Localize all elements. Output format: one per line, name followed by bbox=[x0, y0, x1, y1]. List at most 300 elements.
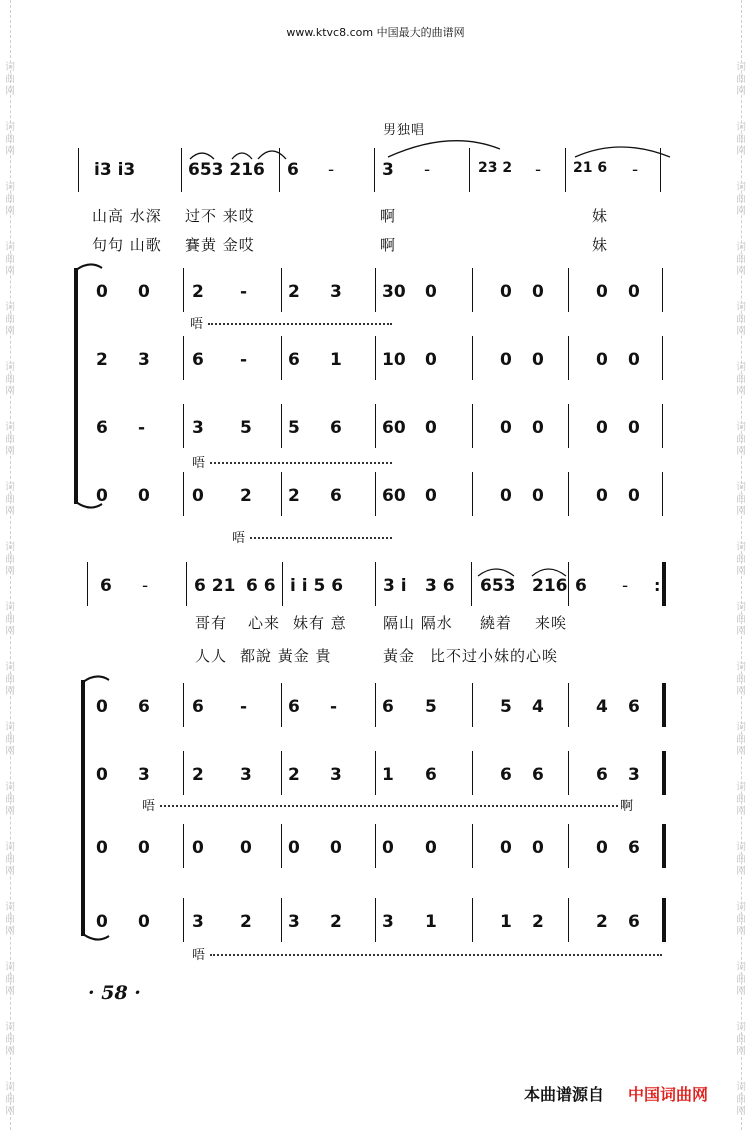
header-tagline: 中国最大的曲谱网 bbox=[376, 26, 465, 39]
choir-note: 0 bbox=[382, 838, 394, 858]
melody-slurs bbox=[180, 135, 680, 165]
choir-note: 0 bbox=[138, 282, 150, 302]
watermark-char: 网 bbox=[736, 506, 746, 517]
choir-note: 6 bbox=[138, 697, 150, 717]
watermark-char: 词 bbox=[5, 662, 15, 673]
melody-note: 6 bbox=[575, 576, 587, 596]
choir-note: 6 bbox=[192, 350, 204, 370]
choir-note: 6 bbox=[596, 765, 608, 785]
watermark-char: 曲 bbox=[5, 794, 15, 805]
choir-note: 0 bbox=[532, 838, 544, 858]
barline bbox=[375, 562, 376, 606]
choir-note: 0 bbox=[96, 486, 108, 506]
watermark-char: 词 bbox=[5, 122, 15, 133]
choir-note: 3 bbox=[240, 765, 252, 785]
melody-note: 23 2 bbox=[478, 160, 513, 176]
watermark-char: 词 bbox=[5, 302, 15, 313]
choir-syllable: 唔 bbox=[190, 317, 204, 332]
watermark-char: 曲 bbox=[736, 554, 746, 565]
choir-note: 6 bbox=[288, 697, 300, 717]
choir-note: 0 bbox=[628, 282, 640, 302]
choir-note: 3 bbox=[192, 418, 204, 438]
choir-syllable: 唔 bbox=[232, 531, 246, 546]
watermark-char: 曲 bbox=[736, 194, 746, 205]
watermark-char: 词 bbox=[736, 542, 746, 553]
watermark-char: 词 bbox=[736, 62, 746, 73]
melody-note: 6 bbox=[100, 576, 112, 596]
barline bbox=[281, 898, 282, 942]
watermark-char: 网 bbox=[736, 566, 746, 577]
watermark-char: 曲 bbox=[5, 374, 15, 385]
watermark-char: 词 bbox=[5, 722, 15, 733]
melody-note: 216 bbox=[532, 576, 568, 596]
extension-dots bbox=[210, 462, 392, 464]
watermark-char: 网 bbox=[5, 206, 15, 217]
watermark-char: 词 bbox=[736, 1082, 746, 1093]
choir-note: 5 bbox=[288, 418, 300, 438]
melody-dash: - bbox=[535, 160, 542, 180]
watermark-char: 曲 bbox=[736, 434, 746, 445]
barline bbox=[662, 898, 666, 942]
melody-note: i3 i3 bbox=[94, 160, 136, 180]
barline bbox=[568, 824, 569, 868]
barline bbox=[183, 472, 184, 516]
watermark-char: 网 bbox=[736, 806, 746, 817]
watermark-char: 网 bbox=[736, 386, 746, 397]
watermark-char: 曲 bbox=[736, 614, 746, 625]
lyric: 啊 bbox=[380, 236, 397, 254]
watermark-char: 词 bbox=[5, 242, 15, 253]
lyric: 比不过小妹的心唉 bbox=[430, 647, 559, 665]
choir-note: 0 bbox=[96, 912, 108, 932]
choir-note: 2 bbox=[288, 282, 300, 302]
choir-note: 2 bbox=[192, 765, 204, 785]
watermark-char: 网 bbox=[736, 866, 746, 877]
watermark-char: 曲 bbox=[736, 794, 746, 805]
watermark-char: 网 bbox=[736, 746, 746, 757]
choir-note: 3 bbox=[330, 282, 342, 302]
watermark-char: 网 bbox=[5, 626, 15, 637]
melody-note: 6 21 bbox=[194, 576, 236, 596]
melody-note: i i 5 6 bbox=[290, 576, 344, 596]
melody-slurs bbox=[470, 556, 580, 580]
watermark-char: 词 bbox=[5, 62, 15, 73]
barline bbox=[375, 683, 376, 727]
choir-note: 2 bbox=[596, 912, 608, 932]
choir-note: 30 bbox=[382, 282, 406, 302]
choir-note: 5 bbox=[240, 418, 252, 438]
watermark-char: 曲 bbox=[5, 194, 15, 205]
choir-note: 1 bbox=[500, 912, 512, 932]
melody-dash: - bbox=[424, 160, 431, 180]
watermark-char: 网 bbox=[736, 1106, 746, 1117]
choir-note: 6 bbox=[628, 838, 640, 858]
watermark-char: 网 bbox=[736, 206, 746, 217]
barline bbox=[183, 336, 184, 380]
choir-note: 3 bbox=[288, 912, 300, 932]
extension-dots bbox=[208, 323, 392, 325]
slur bbox=[190, 153, 214, 159]
watermark-char: 网 bbox=[5, 386, 15, 397]
melody-note: 653 216 bbox=[188, 160, 265, 180]
watermark-char: 词 bbox=[5, 182, 15, 193]
barline bbox=[281, 404, 282, 448]
melody-dash: - bbox=[142, 576, 149, 596]
choir-note: 6 bbox=[628, 697, 640, 717]
barline bbox=[568, 472, 569, 516]
watermark-char: 曲 bbox=[736, 674, 746, 685]
header-site: www.ktvc8.com bbox=[286, 26, 374, 39]
watermark-char: 网 bbox=[736, 1046, 746, 1057]
choir-note: 60 bbox=[382, 418, 406, 438]
choir-note: 0 bbox=[425, 350, 437, 370]
watermark-char: 网 bbox=[5, 326, 15, 337]
watermark-char: 曲 bbox=[736, 1094, 746, 1105]
barline bbox=[282, 562, 283, 606]
choir-note: 5 bbox=[425, 697, 437, 717]
choir-syllable: 唔 bbox=[192, 456, 206, 471]
watermark-char: 曲 bbox=[5, 434, 15, 445]
watermark-char: 词 bbox=[736, 602, 746, 613]
barline bbox=[662, 751, 666, 795]
barline bbox=[281, 751, 282, 795]
watermark-char: 曲 bbox=[5, 854, 15, 865]
choir-note: - bbox=[138, 418, 146, 438]
choir-note: 0 bbox=[425, 486, 437, 506]
choir-note: 0 bbox=[532, 350, 544, 370]
barline bbox=[472, 898, 473, 942]
watermark-char: 曲 bbox=[736, 134, 746, 145]
barline bbox=[78, 148, 79, 192]
watermark-char: 网 bbox=[5, 866, 15, 877]
melody-note: 3 i bbox=[383, 576, 407, 596]
melody-dash: - bbox=[632, 160, 639, 180]
melody-note: 6 6 bbox=[246, 576, 276, 596]
choir-note: 4 bbox=[532, 697, 544, 717]
watermark-char: 网 bbox=[736, 926, 746, 937]
barline bbox=[87, 562, 88, 606]
choir-note: 0 bbox=[138, 486, 150, 506]
choir-note: 2 bbox=[288, 765, 300, 785]
extension-dots bbox=[210, 954, 662, 956]
choir-note: 0 bbox=[425, 418, 437, 438]
footer-site-link[interactable]: 中国词曲网 bbox=[628, 1085, 709, 1104]
choir-note: 60 bbox=[382, 486, 406, 506]
left-margin-line bbox=[10, 0, 11, 1130]
barline bbox=[662, 472, 663, 516]
watermark-char: 曲 bbox=[736, 854, 746, 865]
choir-note: 6 bbox=[288, 350, 300, 370]
barline bbox=[662, 268, 663, 312]
barline bbox=[662, 404, 663, 448]
watermark-char: 词 bbox=[5, 482, 15, 493]
watermark-char: 曲 bbox=[736, 374, 746, 385]
watermark-char: 词 bbox=[5, 782, 15, 793]
watermark-char: 网 bbox=[5, 986, 15, 997]
choir-note: 6 bbox=[330, 486, 342, 506]
lyric: 黃金 bbox=[383, 647, 416, 665]
choir-note: 5 bbox=[500, 697, 512, 717]
melody-dash: - bbox=[328, 160, 335, 180]
melody-note: 21 6 bbox=[573, 160, 608, 176]
choir-note: 6 bbox=[500, 765, 512, 785]
watermark-char: 网 bbox=[736, 266, 746, 277]
watermark-char: 网 bbox=[5, 1106, 15, 1117]
watermark-char: 词 bbox=[736, 422, 746, 433]
choir-note: - bbox=[240, 350, 248, 370]
watermark-char: 网 bbox=[5, 686, 15, 697]
barline bbox=[183, 824, 184, 868]
barline bbox=[472, 404, 473, 448]
choir-note: 0 bbox=[596, 418, 608, 438]
watermark-char: 词 bbox=[5, 1022, 15, 1033]
choir-note: 0 bbox=[96, 765, 108, 785]
watermark-char: 曲 bbox=[5, 134, 15, 145]
barline bbox=[568, 898, 569, 942]
lyric: 哥有 bbox=[195, 614, 228, 632]
barline bbox=[183, 404, 184, 448]
watermark-char: 网 bbox=[5, 266, 15, 277]
watermark-char: 曲 bbox=[5, 314, 15, 325]
barline bbox=[375, 898, 376, 942]
watermark-char: 网 bbox=[5, 86, 15, 97]
watermark-char: 曲 bbox=[736, 254, 746, 265]
choir-note: 3 bbox=[330, 765, 342, 785]
extension-dots bbox=[250, 537, 392, 539]
barline bbox=[472, 751, 473, 795]
choir-note: - bbox=[330, 697, 338, 717]
choir-note: 0 bbox=[596, 350, 608, 370]
watermark-char: 词 bbox=[736, 722, 746, 733]
barline bbox=[281, 683, 282, 727]
choir-note: 0 bbox=[500, 486, 512, 506]
choir-note: - bbox=[240, 697, 248, 717]
watermark-char: 词 bbox=[736, 662, 746, 673]
watermark-char: 网 bbox=[5, 806, 15, 817]
choir-note: 0 bbox=[628, 418, 640, 438]
watermark-char: 曲 bbox=[5, 1034, 15, 1045]
lyric: 都說 黃金 貴 bbox=[240, 647, 332, 665]
watermark-char: 曲 bbox=[5, 914, 15, 925]
barline bbox=[183, 683, 184, 727]
watermark-char: 曲 bbox=[736, 1034, 746, 1045]
choir-note: 0 bbox=[138, 838, 150, 858]
barline bbox=[472, 824, 473, 868]
watermark-char: 词 bbox=[736, 1022, 746, 1033]
choir-note: 0 bbox=[532, 282, 544, 302]
barline bbox=[281, 824, 282, 868]
choir-note: 2 bbox=[532, 912, 544, 932]
choir-note: 0 bbox=[500, 282, 512, 302]
choir-note: 2 bbox=[240, 486, 252, 506]
choir-note: 6 bbox=[382, 697, 394, 717]
extension-dots bbox=[160, 805, 618, 807]
watermark-char: 曲 bbox=[5, 674, 15, 685]
watermark-char: 网 bbox=[5, 926, 15, 937]
barline bbox=[183, 898, 184, 942]
lyric: 过不 来哎 bbox=[185, 207, 255, 225]
watermark-char: 曲 bbox=[5, 74, 15, 85]
choir-note: 1 bbox=[330, 350, 342, 370]
barline bbox=[568, 336, 569, 380]
barline bbox=[662, 824, 666, 868]
watermark-char: 曲 bbox=[736, 974, 746, 985]
choir-note: 6 bbox=[330, 418, 342, 438]
watermark-char: 词 bbox=[736, 122, 746, 133]
watermark-char: 曲 bbox=[5, 254, 15, 265]
barline bbox=[472, 683, 473, 727]
choir-note: 0 bbox=[288, 838, 300, 858]
choir-note: 0 bbox=[532, 418, 544, 438]
choir-note: 10 bbox=[382, 350, 406, 370]
barline bbox=[281, 336, 282, 380]
choir-note: 0 bbox=[628, 350, 640, 370]
watermark-char: 词 bbox=[5, 902, 15, 913]
choir-note: 0 bbox=[500, 418, 512, 438]
watermark-char: 曲 bbox=[736, 734, 746, 745]
lyric: 啊 bbox=[380, 207, 397, 225]
footer-source: 本曲谱源自 bbox=[524, 1085, 605, 1104]
slur bbox=[232, 153, 252, 159]
watermark-char: 网 bbox=[736, 326, 746, 337]
page-header bbox=[0, 24, 751, 40]
choir-note: 1 bbox=[382, 765, 394, 785]
watermark-char: 词 bbox=[736, 482, 746, 493]
watermark-char: 网 bbox=[5, 566, 15, 577]
melody-note: 3 bbox=[382, 160, 394, 180]
barline bbox=[472, 268, 473, 312]
right-margin-line bbox=[741, 0, 742, 1130]
choir-note: 0 bbox=[500, 350, 512, 370]
barline bbox=[568, 751, 569, 795]
watermark-char: 网 bbox=[5, 746, 15, 757]
barline bbox=[281, 268, 282, 312]
barline bbox=[375, 751, 376, 795]
choir-note: 4 bbox=[596, 697, 608, 717]
choir-note: 0 bbox=[96, 697, 108, 717]
choir-syllable: 唔 bbox=[142, 799, 156, 814]
watermark-char: 词 bbox=[736, 962, 746, 973]
choir-note: 1 bbox=[425, 912, 437, 932]
watermark-char: 词 bbox=[736, 302, 746, 313]
melody-note: 6 bbox=[287, 160, 299, 180]
watermark-char: 词 bbox=[5, 542, 15, 553]
lyric: 妹 bbox=[592, 207, 609, 225]
choir-note: 2 bbox=[192, 282, 204, 302]
melody-note: 3 6 bbox=[425, 576, 455, 596]
choir-note: 6 bbox=[628, 912, 640, 932]
watermark-char: 网 bbox=[736, 86, 746, 97]
lyric: 山高 水深 bbox=[92, 207, 162, 225]
choir-note: 0 bbox=[596, 486, 608, 506]
lyric: 句句 山歌 bbox=[92, 236, 162, 254]
choir-note: 3 bbox=[192, 912, 204, 932]
barline bbox=[472, 472, 473, 516]
watermark-char: 网 bbox=[5, 146, 15, 157]
choir-note: 0 bbox=[425, 282, 437, 302]
lyric: 妹 bbox=[592, 236, 609, 254]
choir-note: 0 bbox=[500, 838, 512, 858]
watermark-char: 词 bbox=[5, 362, 15, 373]
melody-dash: - bbox=[622, 576, 629, 596]
barline bbox=[472, 336, 473, 380]
lyric: 妹有 意 bbox=[293, 614, 347, 632]
watermark-char: 曲 bbox=[5, 1094, 15, 1105]
barline bbox=[183, 751, 184, 795]
barline bbox=[375, 268, 376, 312]
choir-note: 3 bbox=[138, 765, 150, 785]
watermark-char: 网 bbox=[5, 506, 15, 517]
watermark-char: 曲 bbox=[5, 494, 15, 505]
page-number: · 58 · bbox=[88, 982, 141, 1004]
barline bbox=[662, 336, 663, 380]
barline bbox=[568, 268, 569, 312]
barline bbox=[662, 683, 666, 727]
choir-syllable: 唔 bbox=[192, 948, 206, 963]
watermark-char: 词 bbox=[736, 242, 746, 253]
choir-note: 3 bbox=[138, 350, 150, 370]
watermark-char: 曲 bbox=[5, 614, 15, 625]
choir-note: 0 bbox=[596, 282, 608, 302]
lyric: 隔山 隔水 bbox=[383, 614, 453, 632]
choir-note: 0 bbox=[425, 838, 437, 858]
choir-syllable-end: 啊 bbox=[620, 799, 634, 814]
barline bbox=[186, 562, 187, 606]
barline bbox=[375, 824, 376, 868]
watermark-char: 曲 bbox=[736, 74, 746, 85]
lyric: 賽黄 金哎 bbox=[185, 236, 255, 254]
choir-note: 3 bbox=[628, 765, 640, 785]
watermark-char: 词 bbox=[5, 602, 15, 613]
choir-note: 0 bbox=[96, 838, 108, 858]
choir-note: 0 bbox=[628, 486, 640, 506]
slur bbox=[575, 147, 670, 157]
choir-note: 3 bbox=[382, 912, 394, 932]
choir-note: 6 bbox=[192, 697, 204, 717]
watermark-char: 词 bbox=[5, 842, 15, 853]
slur bbox=[258, 151, 286, 159]
choir-note: 0 bbox=[330, 838, 342, 858]
barline bbox=[568, 404, 569, 448]
barline bbox=[375, 472, 376, 516]
watermark-char: 词 bbox=[5, 1082, 15, 1093]
barline bbox=[183, 268, 184, 312]
watermark-char: 词 bbox=[736, 782, 746, 793]
repeat-sign: : bbox=[654, 576, 661, 595]
barline bbox=[568, 683, 569, 727]
choir-note: 0 bbox=[192, 486, 204, 506]
choir-note: - bbox=[240, 282, 248, 302]
choir-note: 6 bbox=[96, 418, 108, 438]
watermark-char: 曲 bbox=[5, 734, 15, 745]
watermark-char: 曲 bbox=[736, 494, 746, 505]
section-label: 男独唱 bbox=[383, 123, 426, 138]
watermark-char: 曲 bbox=[5, 554, 15, 565]
choir-note: 2 bbox=[288, 486, 300, 506]
choir-note: 0 bbox=[138, 912, 150, 932]
choir-note: 2 bbox=[240, 912, 252, 932]
watermark-char: 曲 bbox=[736, 914, 746, 925]
watermark-char: 词 bbox=[736, 362, 746, 373]
choir-note: 2 bbox=[96, 350, 108, 370]
melody-note: 653 bbox=[480, 576, 516, 596]
choir-note: 0 bbox=[240, 838, 252, 858]
barline bbox=[281, 472, 282, 516]
watermark-char: 词 bbox=[5, 422, 15, 433]
watermark-char: 网 bbox=[736, 626, 746, 637]
watermark-char: 词 bbox=[5, 962, 15, 973]
barline bbox=[375, 336, 376, 380]
